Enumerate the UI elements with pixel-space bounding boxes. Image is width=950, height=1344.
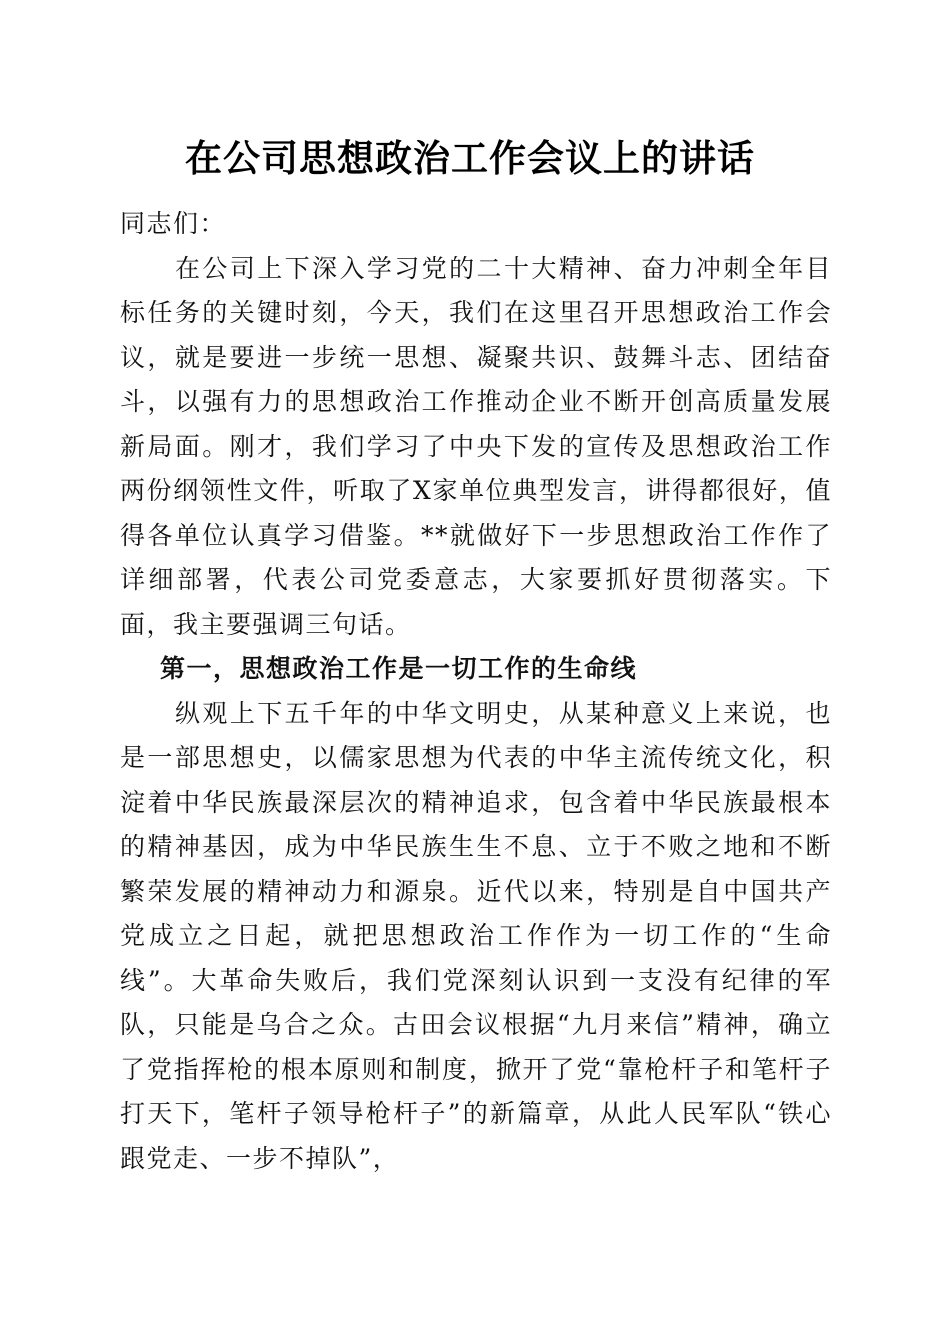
intro-paragraph: 在公司上下深入学习党的二十大精神、奋力冲刺全年目标任务的关键时刻，今天，我们在这里召开思想政治工作会议，就是要进一步统一思想、凝聚共识、鼓舞斗志、团结奋斗，以强有力的思想政治工作推动企业不断开创高质量发展新局面。刚才，我们学习了中央下发的宣传及思想政治工作两份纲领性文件，听取了X家单位典型发言，讲得都很好，值得各单位认真学习借鉴。**就做好下一步思想政治工作作了详细部署，代表公司党委意志，大家要抓好贯彻落实。下面，我主要强调三句话。 [120, 253, 832, 639]
document-body [120, 202, 832, 1181]
salutation: 同志们： [120, 209, 227, 238]
section-heading: 第一，思想政治工作是一切工作的生命线 [160, 654, 638, 683]
section-paragraph: 纵观上下五千年的中华文明史，从某种意义上来说，也是一部思想史，以儒家思想为代表的中华主流传统文化，积淀着中华民族最深层次的精神追求，包含着中华民族最根本的精神基因，成为中华民族生生不息、立于不败之地和不断繁荣发展的精神动力和源泉。近代以来，特别是自中国共产党成立之日起，就把思想政治工作作为一切工作的“生命线”。大革命失败后，我们党深刻认识到一支没有纪律的军队，只能是乌合之众。古田会议根据“九月来信”精神，确立了党指挥枪的根本原则和制度，掀开了党“靠枪杆子和笔杆子打天下，笔杆子领导枪杆子”的新篇章，从此人民军队“铁心跟党走、一步不掉队”， [120, 698, 832, 1173]
document-title: 在公司思想政治工作会议上的讲话 [185, 136, 755, 180]
